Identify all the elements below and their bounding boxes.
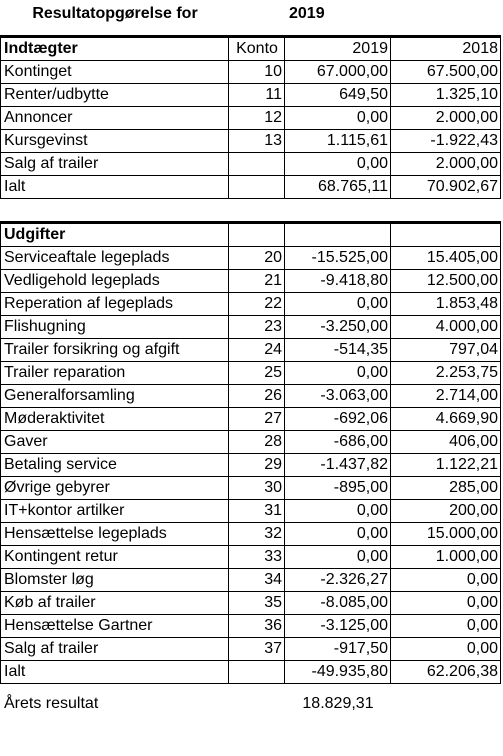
account-number-cell[interactable]: 32 (229, 523, 285, 546)
amount-2019-cell[interactable]: -9.418,80 (285, 270, 391, 293)
table-row (1, 247, 501, 270)
account-name-cell[interactable]: Flishugning (1, 316, 229, 339)
expenses-total-2018[interactable]: 62.206,38 (391, 661, 501, 684)
account-number-cell[interactable]: 30 (229, 477, 285, 500)
account-name-cell[interactable]: Salg af trailer (1, 153, 229, 176)
table-row (1, 615, 501, 638)
title-label[interactable]: Resultatopgørelse for (32, 4, 198, 22)
table-row (1, 408, 501, 431)
amount-2018-cell[interactable]: 67.500,00 (391, 61, 501, 84)
result-2019[interactable]: 18.829,31 (302, 695, 374, 712)
table-row (1, 153, 501, 176)
year-2019-header[interactable]: 2019 (285, 37, 391, 61)
amount-2019-cell[interactable]: 67.000,00 (285, 61, 391, 84)
amount-2019-cell[interactable]: 0,00 (285, 362, 391, 385)
amount-2019-cell[interactable]: -1.437,82 (285, 454, 391, 477)
amount-2019-cell[interactable]: -686,00 (285, 431, 391, 454)
expenses-header-empty-cell[interactable] (391, 223, 501, 247)
amount-2019-cell[interactable]: -8.085,00 (285, 592, 391, 615)
result-empty-cell[interactable] (391, 693, 501, 716)
expenses-header-row (1, 223, 501, 247)
blank-cell[interactable] (391, 199, 501, 223)
expenses-total-row (1, 661, 501, 684)
blank-cell[interactable] (229, 199, 285, 223)
account-name-cell[interactable]: Kontinget (1, 61, 229, 84)
account-number-cell[interactable]: 11 (229, 84, 285, 107)
account-number-cell[interactable]: 31 (229, 500, 285, 523)
title-spacer-cell[interactable] (229, 1, 285, 27)
blank-cell[interactable] (1, 684, 229, 693)
table-row (1, 454, 501, 477)
blank-cell[interactable] (1, 199, 229, 223)
account-number-cell[interactable]: 29 (229, 454, 285, 477)
account-name-cell[interactable]: Hensættelse legeplads (1, 523, 229, 546)
blank-cell[interactable] (229, 684, 285, 693)
amount-2018-cell[interactable]: 12.500,00 (391, 270, 501, 293)
amount-2018-cell[interactable]: 406,00 (391, 431, 501, 454)
account-name-cell[interactable]: Møderaktivitet (1, 408, 229, 431)
amount-2018-cell[interactable]: 2.253,75 (391, 362, 501, 385)
table-row (1, 270, 501, 293)
table-row (1, 638, 501, 661)
table-row (1, 84, 501, 107)
account-number-cell[interactable]: 22 (229, 293, 285, 316)
amount-2018-cell[interactable]: 0,00 (391, 638, 501, 661)
amount-2019-cell[interactable]: 1.115,61 (285, 130, 391, 153)
result-label[interactable]: Årets resultat (4, 695, 99, 712)
expenses-total-2019[interactable]: -49.935,80 (285, 661, 391, 684)
table-row (1, 477, 501, 500)
account-number-cell[interactable]: 33 (229, 546, 285, 569)
account-name-cell[interactable]: Renter/udbytte (1, 84, 229, 107)
blank-cell[interactable] (391, 684, 501, 693)
amount-2019-cell[interactable]: -3.250,00 (285, 316, 391, 339)
amount-2018-cell[interactable]: 1.000,00 (391, 546, 501, 569)
table-row (1, 362, 501, 385)
table-row (1, 61, 501, 84)
account-number-cell[interactable]: 35 (229, 592, 285, 615)
amount-2019-cell[interactable]: 0,00 (285, 107, 391, 130)
amount-2018-cell[interactable]: 0,00 (391, 615, 501, 638)
amount-2018-cell[interactable]: 2.000,00 (391, 107, 501, 130)
amount-2019-cell[interactable]: -917,50 (285, 638, 391, 661)
account-name-cell[interactable]: Gaver (1, 431, 229, 454)
account-number-cell[interactable]: 34 (229, 569, 285, 592)
account-name-cell[interactable]: Annoncer (1, 107, 229, 130)
amount-2018-cell[interactable]: 0,00 (391, 569, 501, 592)
account-name-cell[interactable]: Blomster løg (1, 569, 229, 592)
amount-2019-cell[interactable]: 0,00 (285, 153, 391, 176)
account-name-cell[interactable]: Trailer reparation (1, 362, 229, 385)
title-year[interactable]: 2019 (289, 4, 325, 22)
year-2018-header[interactable]: 2018 (391, 37, 501, 61)
income-total-2018[interactable]: 70.902,67 (391, 176, 501, 199)
table-row (1, 130, 501, 153)
table-row (1, 107, 501, 130)
amount-2019-cell[interactable]: -3.063,00 (285, 385, 391, 408)
result-empty-cell[interactable] (229, 693, 285, 716)
amount-2019-cell[interactable]: 649,50 (285, 84, 391, 107)
amount-2019-cell[interactable]: 0,00 (285, 546, 391, 569)
amount-2018-cell[interactable]: 200,00 (391, 500, 501, 523)
expenses-total-label[interactable]: Ialt (1, 661, 229, 684)
konto-header[interactable]: Konto (229, 37, 285, 61)
blank-row (1, 199, 501, 223)
account-name-cell[interactable]: Betaling service (1, 454, 229, 477)
account-number-cell[interactable]: 25 (229, 362, 285, 385)
account-number-cell[interactable]: 36 (229, 615, 285, 638)
title-empty-cell[interactable] (391, 1, 501, 27)
income-total-2019[interactable]: 68.765,11 (285, 176, 391, 199)
account-name-cell[interactable]: Trailer forsikring og afgift (1, 339, 229, 362)
amount-2018-cell[interactable]: 285,00 (391, 477, 501, 500)
expenses-header-empty-cell[interactable] (285, 223, 391, 247)
amount-2018-cell[interactable]: 4.000,00 (391, 316, 501, 339)
amount-2018-cell[interactable]: 2.714,00 (391, 385, 501, 408)
account-number-cell[interactable] (229, 153, 285, 176)
account-number-cell[interactable]: 21 (229, 270, 285, 293)
amount-2019-cell[interactable]: -3.125,00 (285, 615, 391, 638)
account-number-cell[interactable]: 37 (229, 638, 285, 661)
amount-2018-cell[interactable]: 2.000,00 (391, 153, 501, 176)
account-name-cell[interactable]: Vedligehold legeplads (1, 270, 229, 293)
amount-2018-cell[interactable]: 15.405,00 (391, 247, 501, 270)
spacer-row (1, 27, 501, 37)
expenses-total-empty-cell[interactable] (229, 661, 285, 684)
expenses-heading[interactable]: Udgifter (1, 223, 229, 247)
account-name-cell[interactable]: Køb af trailer (1, 592, 229, 615)
account-name-cell[interactable]: IT+kontor artilker (1, 500, 229, 523)
table-row (1, 523, 501, 546)
table-row (1, 500, 501, 523)
account-name-cell[interactable]: Reperation af legeplads (1, 293, 229, 316)
account-number-cell[interactable]: 24 (229, 339, 285, 362)
table-row (1, 339, 501, 362)
table-row (1, 431, 501, 454)
amount-2018-cell[interactable]: 15.000,00 (391, 523, 501, 546)
blank-cell[interactable] (285, 199, 391, 223)
income-total-row (1, 176, 501, 199)
amount-2019-cell[interactable]: -514,35 (285, 339, 391, 362)
account-name-cell[interactable]: Hensættelse Gartner (1, 615, 229, 638)
amount-2018-cell[interactable]: 1.853,48 (391, 293, 501, 316)
amount-2019-cell[interactable]: -895,00 (285, 477, 391, 500)
account-number-cell[interactable]: 26 (229, 385, 285, 408)
amount-2019-cell[interactable]: -15.525,00 (285, 247, 391, 270)
title-row (1, 1, 501, 27)
amount-2019-cell[interactable]: -692,06 (285, 408, 391, 431)
table-row (1, 293, 501, 316)
account-name-cell[interactable]: Kontingent retur (1, 546, 229, 569)
income-total-label[interactable]: Ialt (1, 176, 229, 199)
income-header-row (1, 37, 501, 61)
account-number-cell[interactable]: 27 (229, 408, 285, 431)
income-total-empty-cell[interactable] (229, 176, 285, 199)
result-row (1, 693, 501, 716)
expenses-header-empty-cell[interactable] (229, 223, 285, 247)
amount-2018-cell[interactable]: 1.122,21 (391, 454, 501, 477)
account-name-cell[interactable]: Salg af trailer (1, 638, 229, 661)
table-row (1, 592, 501, 615)
account-name-cell[interactable]: Øvrige gebyrer (1, 477, 229, 500)
income-heading[interactable]: Indtægter (1, 37, 229, 61)
account-number-cell[interactable]: 20 (229, 247, 285, 270)
amount-2019-cell[interactable]: -2.326,27 (285, 569, 391, 592)
account-name-cell[interactable]: Generalforsamling (1, 385, 229, 408)
blank-cell[interactable] (285, 684, 391, 693)
table-row (1, 569, 501, 592)
account-number-cell[interactable]: 13 (229, 130, 285, 153)
table-row (1, 316, 501, 339)
amount-2018-cell[interactable]: 0,00 (391, 592, 501, 615)
amount-2019-cell[interactable]: 0,00 (285, 500, 391, 523)
amount-2019-cell[interactable]: 0,00 (285, 293, 391, 316)
account-name-cell[interactable]: Kursgevinst (1, 130, 229, 153)
amount-2018-cell[interactable]: -1.922,43 (391, 130, 501, 153)
account-number-cell[interactable]: 28 (229, 431, 285, 454)
amount-2018-cell[interactable]: 1.325,10 (391, 84, 501, 107)
amount-2019-cell[interactable]: 0,00 (285, 523, 391, 546)
account-number-cell[interactable]: 10 (229, 61, 285, 84)
blank-row (1, 684, 501, 693)
table-row (1, 546, 501, 569)
amount-2018-cell[interactable]: 797,04 (391, 339, 501, 362)
account-name-cell[interactable]: Serviceaftale legeplads (1, 247, 229, 270)
amount-2018-cell[interactable]: 4.669,90 (391, 408, 501, 431)
table-row (1, 385, 501, 408)
account-number-cell[interactable]: 23 (229, 316, 285, 339)
account-number-cell[interactable]: 12 (229, 107, 285, 130)
